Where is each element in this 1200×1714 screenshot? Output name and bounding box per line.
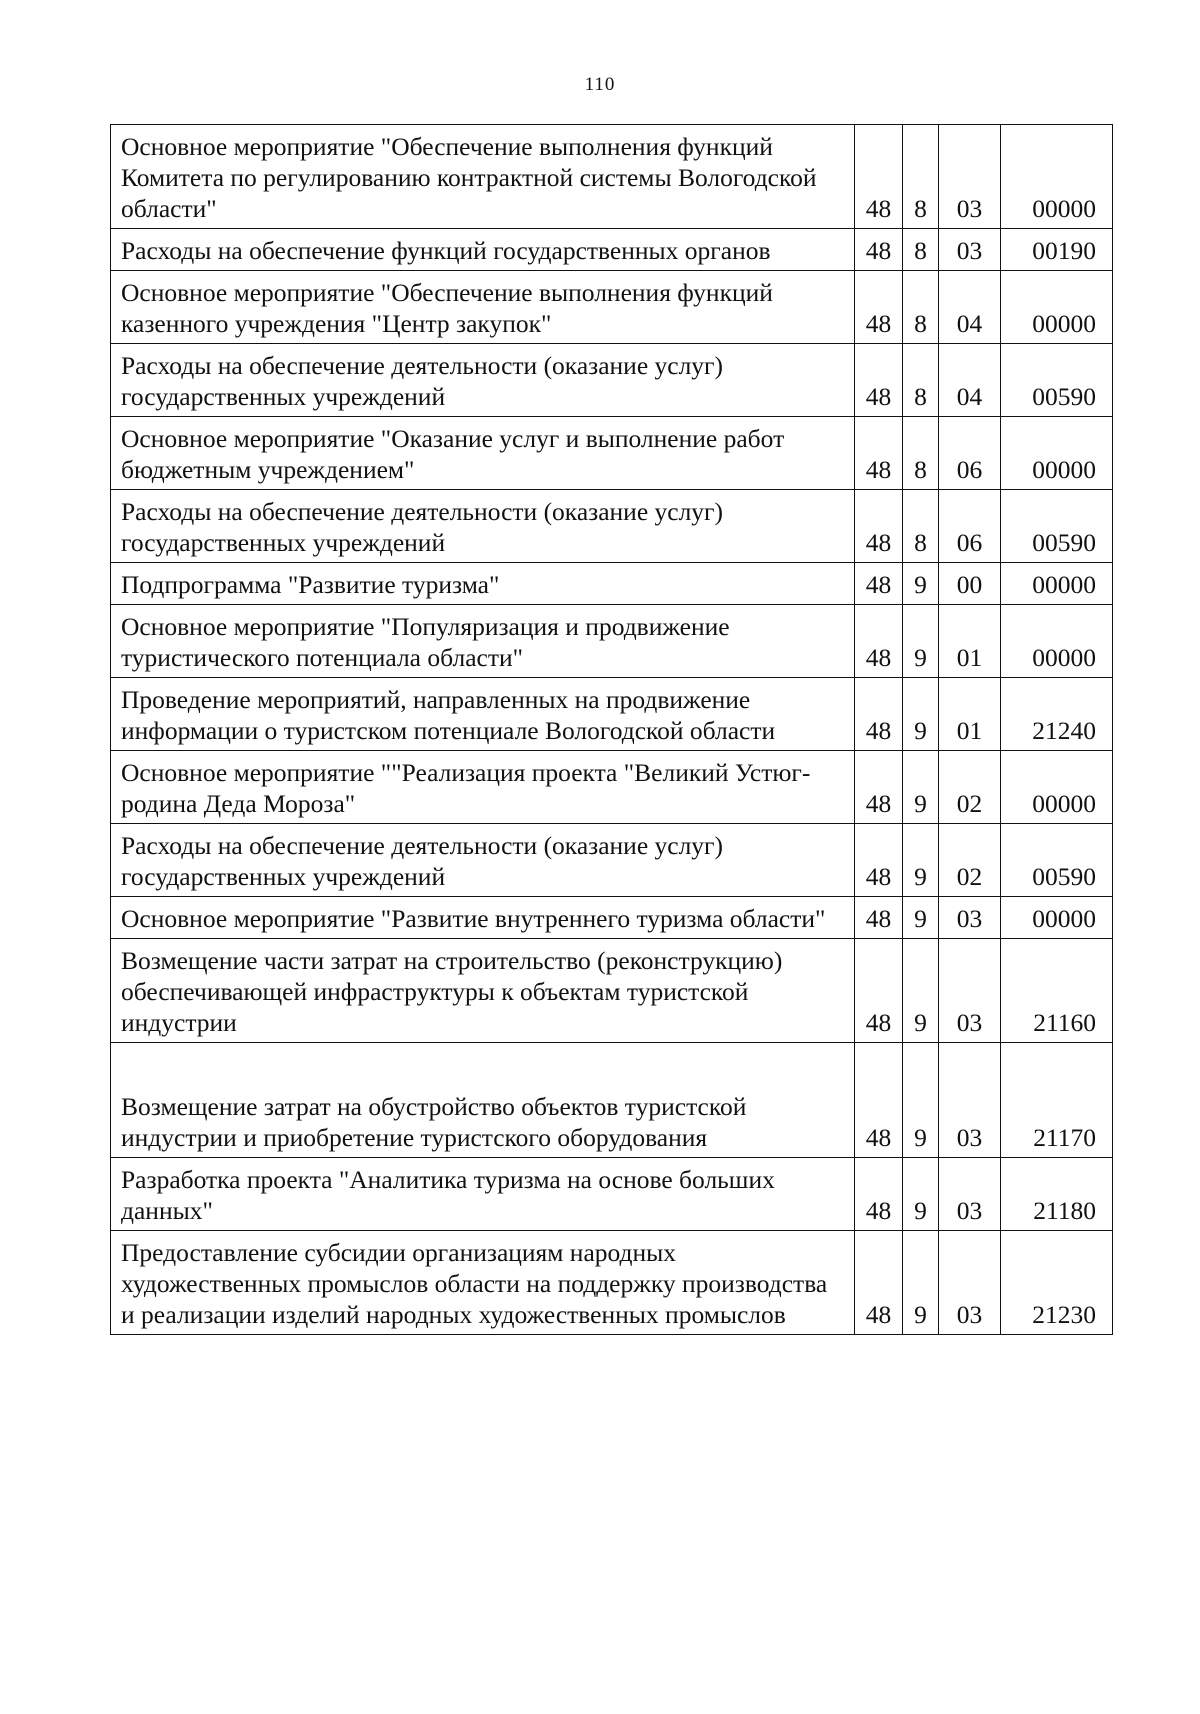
code-cell-2: 8 — [903, 229, 939, 271]
table-row — [111, 1158, 1113, 1231]
row-description: Предоставление субсидии организациям народных художественных промыслов области на поддержку производства и реализации изделий народных художественных промыслов — [111, 1231, 855, 1335]
table-row — [111, 751, 1113, 824]
code-cell-1: 48 — [855, 1231, 903, 1335]
row-description: Разработка проекта "Аналитика туризма на основе больших данных" — [111, 1158, 855, 1231]
row-description: Возмещение части затрат на строительство (реконструкцию) обеспечивающей инфраструктуры к объектам туристской индустрии — [111, 939, 855, 1043]
code-cell-4: 00000 — [1001, 125, 1113, 229]
row-description: Возмещение затрат на обустройство объектов туристской индустрии и приобретение туристского оборудования — [111, 1043, 855, 1158]
code-cell-4: 00000 — [1001, 271, 1113, 344]
table-row — [111, 344, 1113, 417]
code-cell-3: 00 — [939, 563, 1001, 605]
table-row — [111, 939, 1113, 1043]
code-cell-1: 48 — [855, 1158, 903, 1231]
table-row — [111, 563, 1113, 605]
code-cell-2: 9 — [903, 897, 939, 939]
code-cell-2: 9 — [903, 1158, 939, 1231]
code-cell-1: 48 — [855, 824, 903, 897]
row-description: Расходы на обеспечение функций государственных органов — [111, 229, 855, 271]
code-cell-4: 00000 — [1001, 751, 1113, 824]
code-cell-4: 00000 — [1001, 605, 1113, 678]
code-cell-4: 00590 — [1001, 344, 1113, 417]
budget-classification-table — [110, 124, 1113, 1335]
code-cell-4: 00590 — [1001, 824, 1113, 897]
code-cell-1: 48 — [855, 897, 903, 939]
code-cell-2: 9 — [903, 939, 939, 1043]
code-cell-2: 9 — [903, 678, 939, 751]
table-row — [111, 125, 1113, 229]
code-cell-3: 03 — [939, 1231, 1001, 1335]
table-row — [111, 1043, 1113, 1158]
table-row — [111, 417, 1113, 490]
row-description: Основное мероприятие "Развитие внутреннего туризма области" — [111, 897, 855, 939]
table-row — [111, 678, 1113, 751]
code-cell-4: 00000 — [1001, 417, 1113, 490]
code-cell-3: 02 — [939, 751, 1001, 824]
row-description: Проведение мероприятий, направленных на продвижение информации о туристском потенциале Вологодской области — [111, 678, 855, 751]
code-cell-3: 03 — [939, 897, 1001, 939]
row-description: Основное мероприятие "Оказание услуг и выполнение работ бюджетным учреждением" — [111, 417, 855, 490]
row-description: Расходы на обеспечение деятельности (оказание услуг) государственных учреждений — [111, 824, 855, 897]
code-cell-1: 48 — [855, 125, 903, 229]
table-row — [111, 605, 1113, 678]
code-cell-4: 21230 — [1001, 1231, 1113, 1335]
code-cell-1: 48 — [855, 751, 903, 824]
code-cell-1: 48 — [855, 490, 903, 563]
code-cell-1: 48 — [855, 563, 903, 605]
row-description: Основное мероприятие "Популяризация и продвижение туристического потенциала области" — [111, 605, 855, 678]
table-row — [111, 824, 1113, 897]
row-description: Основное мероприятие ""Реализация проекта "Великий Устюг-родина Деда Мороза" — [111, 751, 855, 824]
code-cell-1: 48 — [855, 1043, 903, 1158]
code-cell-3: 03 — [939, 939, 1001, 1043]
code-cell-4: 21160 — [1001, 939, 1113, 1043]
code-cell-3: 03 — [939, 1043, 1001, 1158]
table-row — [111, 229, 1113, 271]
code-cell-2: 9 — [903, 751, 939, 824]
code-cell-4: 21170 — [1001, 1043, 1113, 1158]
code-cell-1: 48 — [855, 344, 903, 417]
code-cell-2: 8 — [903, 344, 939, 417]
table-row — [111, 897, 1113, 939]
code-cell-4: 21180 — [1001, 1158, 1113, 1231]
code-cell-3: 04 — [939, 271, 1001, 344]
code-cell-4: 21240 — [1001, 678, 1113, 751]
row-description: Расходы на обеспечение деятельности (оказание услуг) государственных учреждений — [111, 344, 855, 417]
code-cell-3: 02 — [939, 824, 1001, 897]
table-row — [111, 1231, 1113, 1335]
code-cell-2: 9 — [903, 1231, 939, 1335]
code-cell-1: 48 — [855, 605, 903, 678]
code-cell-2: 9 — [903, 1043, 939, 1158]
code-cell-3: 03 — [939, 229, 1001, 271]
code-cell-3: 04 — [939, 344, 1001, 417]
row-description: Основное мероприятие "Обеспечение выполнения функций казенного учреждения "Центр закупок" — [111, 271, 855, 344]
code-cell-2: 8 — [903, 125, 939, 229]
row-description: Расходы на обеспечение деятельности (оказание услуг) государственных учреждений — [111, 490, 855, 563]
code-cell-4: 00190 — [1001, 229, 1113, 271]
code-cell-3: 03 — [939, 125, 1001, 229]
code-cell-2: 8 — [903, 271, 939, 344]
code-cell-1: 48 — [855, 229, 903, 271]
code-cell-1: 48 — [855, 678, 903, 751]
code-cell-1: 48 — [855, 271, 903, 344]
code-cell-3: 03 — [939, 1158, 1001, 1231]
table-row — [111, 490, 1113, 563]
code-cell-1: 48 — [855, 939, 903, 1043]
page-number: 110 — [584, 74, 616, 95]
code-cell-3: 01 — [939, 678, 1001, 751]
code-cell-4: 00000 — [1001, 897, 1113, 939]
row-description: Основное мероприятие "Обеспечение выполнения функций Комитета по регулированию контрактной системы Вологодской области" — [111, 125, 855, 229]
row-description: Подпрограмма "Развитие туризма" — [111, 563, 855, 605]
code-cell-2: 9 — [903, 563, 939, 605]
code-cell-3: 06 — [939, 417, 1001, 490]
code-cell-2: 8 — [903, 417, 939, 490]
code-cell-1: 48 — [855, 417, 903, 490]
code-cell-2: 9 — [903, 605, 939, 678]
code-cell-3: 01 — [939, 605, 1001, 678]
code-cell-2: 8 — [903, 490, 939, 563]
code-cell-2: 9 — [903, 824, 939, 897]
code-cell-3: 06 — [939, 490, 1001, 563]
code-cell-4: 00590 — [1001, 490, 1113, 563]
table-row — [111, 271, 1113, 344]
code-cell-4: 00000 — [1001, 563, 1113, 605]
